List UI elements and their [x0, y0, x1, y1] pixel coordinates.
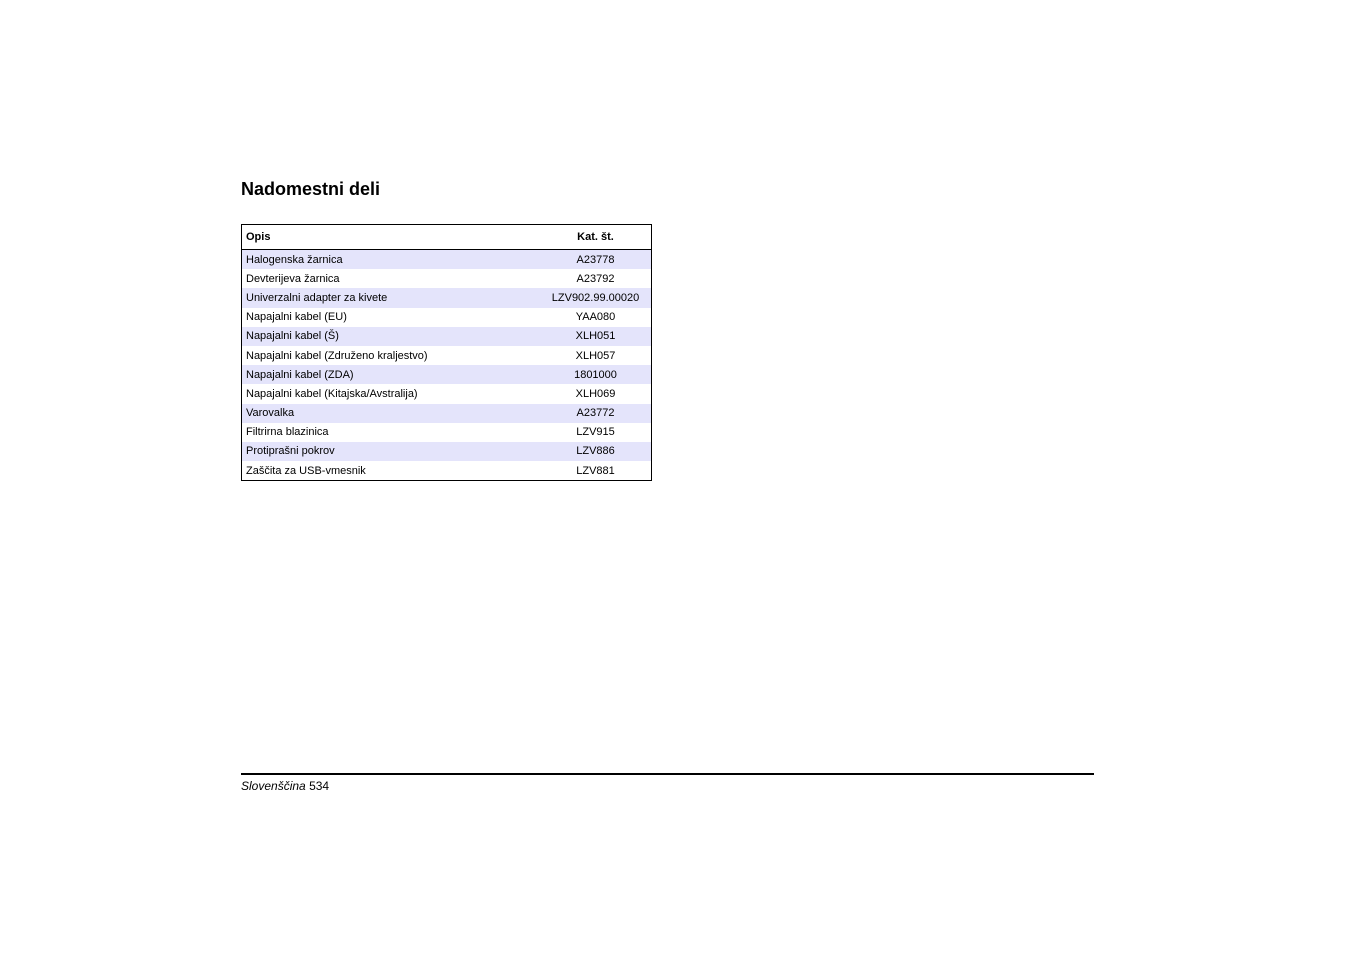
- row-catalog-number: XLH051: [540, 327, 652, 346]
- table-row: [242, 288, 652, 307]
- row-description: Napajalni kabel (ZDA): [242, 365, 541, 384]
- table-row: [242, 327, 652, 346]
- page-title: Nadomestni deli: [241, 179, 381, 199]
- row-catalog-number: LZV902.99.00020: [540, 288, 652, 307]
- row-description: Zaščita za USB-vmesnik: [242, 461, 541, 481]
- row-catalog-number: LZV881: [540, 461, 652, 481]
- row-description: Napajalni kabel (Združeno kraljestvo): [242, 346, 541, 365]
- row-catalog-number: A23778: [540, 250, 652, 270]
- row-description: Protiprašni pokrov: [242, 442, 541, 461]
- row-catalog-number: 1801000: [540, 365, 652, 384]
- footer-page-number: 534: [309, 779, 330, 793]
- row-description: Univerzalni adapter za kivete: [242, 288, 541, 307]
- row-catalog-number: XLH069: [540, 384, 652, 403]
- row-catalog-number: A23792: [540, 269, 652, 288]
- table-body: [242, 250, 652, 481]
- table-row: [242, 365, 652, 384]
- row-catalog-number: YAA080: [540, 308, 652, 327]
- row-description: Napajalni kabel (Kitajska/Avstralija): [242, 384, 541, 403]
- row-catalog-number: A23772: [540, 404, 652, 423]
- table-row: [242, 423, 652, 442]
- footer-language: Slovenščina: [241, 779, 306, 793]
- table-row: [242, 442, 652, 461]
- row-description: Napajalni kabel (Š): [242, 327, 541, 346]
- row-description: Filtrirna blazinica: [242, 423, 541, 442]
- row-catalog-number: XLH057: [540, 346, 652, 365]
- row-catalog-number: LZV915: [540, 423, 652, 442]
- table-row: [242, 269, 652, 288]
- table-row: [242, 384, 652, 403]
- table-header-row: [242, 225, 652, 250]
- column-header-description: Opis: [242, 225, 541, 250]
- table-row: [242, 308, 652, 327]
- page-footer: [241, 778, 329, 794]
- table-row: [242, 404, 652, 423]
- table-row: [242, 250, 652, 270]
- table-row: [242, 461, 652, 481]
- column-header-catalog-number: Kat. št.: [540, 225, 652, 250]
- replacement-parts-table: [241, 224, 652, 481]
- row-description: Napajalni kabel (EU): [242, 308, 541, 327]
- table-row: [242, 346, 652, 365]
- row-catalog-number: LZV886: [540, 442, 652, 461]
- footer-divider: [241, 773, 1094, 775]
- row-description: Varovalka: [242, 404, 541, 423]
- row-description: Devterijeva žarnica: [242, 269, 541, 288]
- row-description: Halogenska žarnica: [242, 250, 541, 270]
